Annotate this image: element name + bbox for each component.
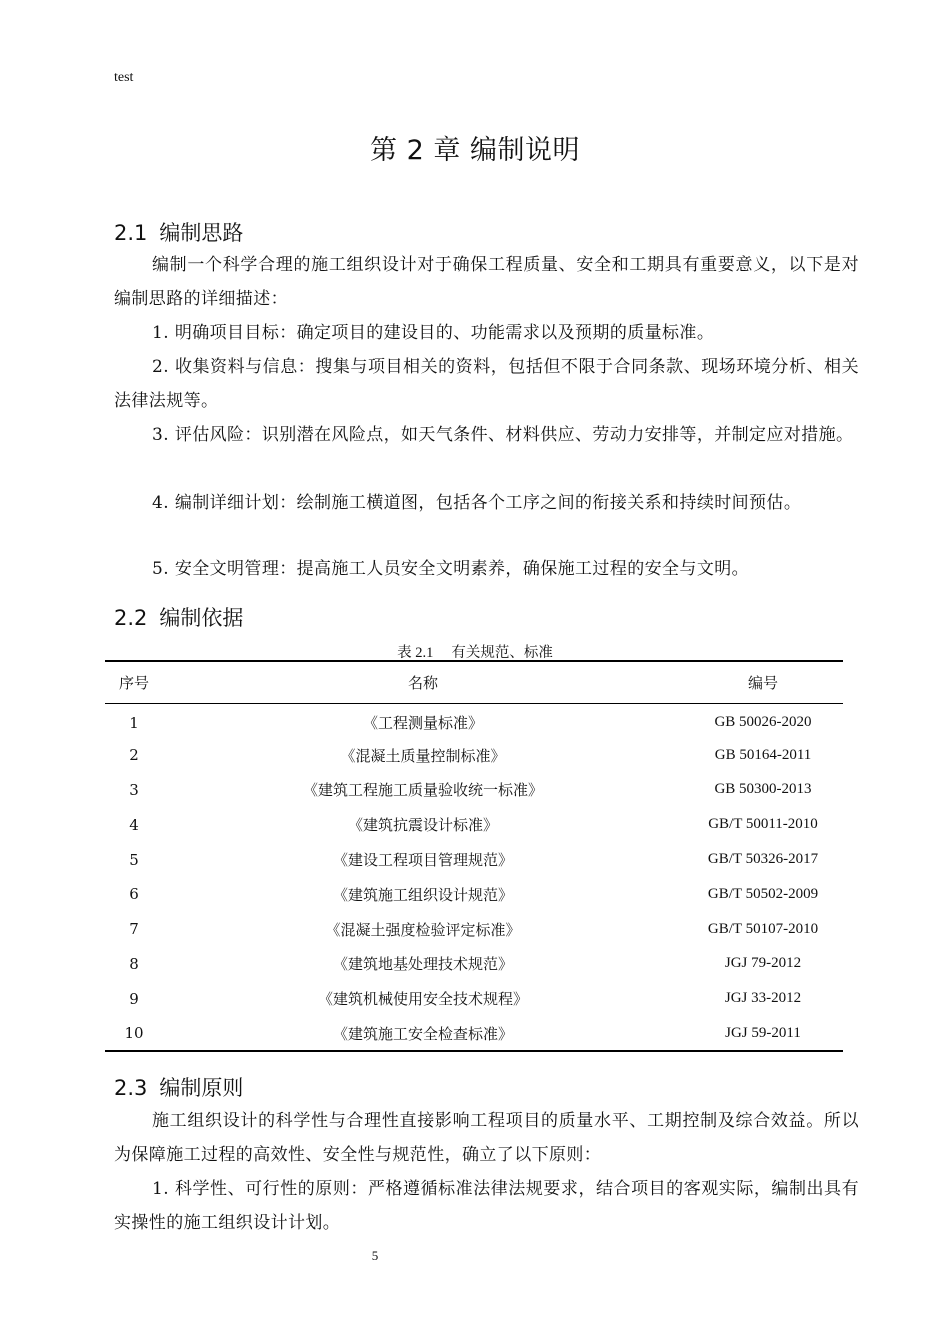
column-header-index: 序号 [105,661,163,703]
section-number: 2.2 [114,606,148,630]
section-number: 2.3 [114,1076,148,1100]
list-item: 4. 编制详细计划：绘制施工横道图，包括各个工序之间的衔接关系和持续时间预估。 [152,493,802,513]
row-index: 6 [129,885,139,904]
standards-table [105,660,843,1052]
standard-code: GB 50300-2013 [714,781,812,798]
standard-name: 《混凝土质量控制标准》 [340,746,506,765]
standard-code: GB 50026-2020 [714,714,812,731]
standard-name: 《建筑抗震设计标准》 [347,816,498,835]
row-index: 5 [129,850,139,869]
table-row [105,877,843,912]
row-index: 10 [105,1016,163,1051]
section-title: 编制思路 [159,221,244,245]
table-header-row [105,661,843,703]
section-heading [114,1072,243,1102]
row-index: 3 [129,780,139,799]
standard-code: GB 50164-2011 [714,746,812,763]
paragraph: 编制一个科学合理的施工组织设计对于确保工程质量、安全和工期具有重要意义，以下是对编制思路的详细描述： [114,255,859,309]
row-index: 4 [129,815,139,834]
table-row [105,738,843,773]
standard-code: GB/T 50107-2010 [707,920,819,937]
table-caption-title: 有关规范、标准 [451,645,553,661]
table-caption-number: 表 2.1 [397,645,434,661]
row-index: 2 [129,746,139,765]
page-header: test [114,70,134,85]
section-heading [114,217,243,247]
table-row [105,981,843,1016]
table-row [105,842,843,877]
row-index: 1 [129,713,139,732]
column-header-code: 编号 [683,661,843,703]
standard-name: 《建筑地基处理技术规范》 [332,955,513,974]
column-header-name: 名称 [163,661,683,703]
section-number: 2.1 [114,221,148,245]
paragraph: 施工组织设计的科学性与合理性直接影响工程项目的质量水平、工期控制及综合效益。所以为保障施工过程的高效性、安全性与规范性，确立了以下原则： [114,1111,859,1165]
standard-code: JGJ 59-2011 [683,1016,843,1051]
section-title: 编制原则 [159,1076,244,1100]
table-row [105,1016,843,1051]
standard-name: 《混凝土强度检验评定标准》 [325,920,521,939]
table-row [105,807,843,842]
table-row [105,947,843,982]
list-item: 1. 明确项目目标：确定项目的建设目的、功能需求以及预期的质量标准。 [152,323,715,343]
table-row [105,773,843,808]
section-title: 编制依据 [159,606,244,630]
table-row [105,703,843,738]
standard-code: GB/T 50326-2017 [707,851,819,868]
list-item: 3. 评估风险：识别潜在风险点，如天气条件、材料供应、劳动力安排等，并制定应对措施。 [152,425,854,445]
standard-name: 《建设工程项目管理规范》 [332,851,513,870]
section-heading [114,602,243,632]
standard-code: GB/T 50502-2009 [707,885,819,902]
standard-name: 《建筑工程施工质量验收统一标准》 [302,781,543,800]
row-index: 9 [129,989,139,1008]
list-item: 1. 科学性、可行性的原则：严格遵循标准法律法规要求，结合项目的客观实际，编制出具有实操性的施工组织设计计划。 [114,1179,859,1233]
standard-name: 《建筑施工组织设计规范》 [332,885,513,904]
standard-code: GB/T 50011-2010 [708,816,818,833]
list-item: 2. 收集资料与信息：搜集与项目相关的资料，包括但不限于合同条款、现场环境分析、相关法律法规等。 [114,357,859,411]
row-index: 7 [129,920,139,939]
standard-name: 《工程测量标准》 [362,714,483,733]
table-caption [0,641,950,662]
standard-name: 《建筑施工安全检查标准》 [163,1016,683,1051]
standard-code: JGJ 33-2012 [724,990,802,1007]
table-row [105,912,843,947]
page-number: 5 [371,1248,379,1263]
standard-name: 《建筑机械使用安全技术规程》 [317,990,528,1009]
chapter-title: 第 2 章 编制说明 [370,135,580,166]
list-item: 5. 安全文明管理：提高施工人员安全文明素养，确保施工过程的安全与文明。 [152,559,750,579]
standard-code: JGJ 79-2012 [724,955,802,972]
row-index: 8 [129,954,139,973]
